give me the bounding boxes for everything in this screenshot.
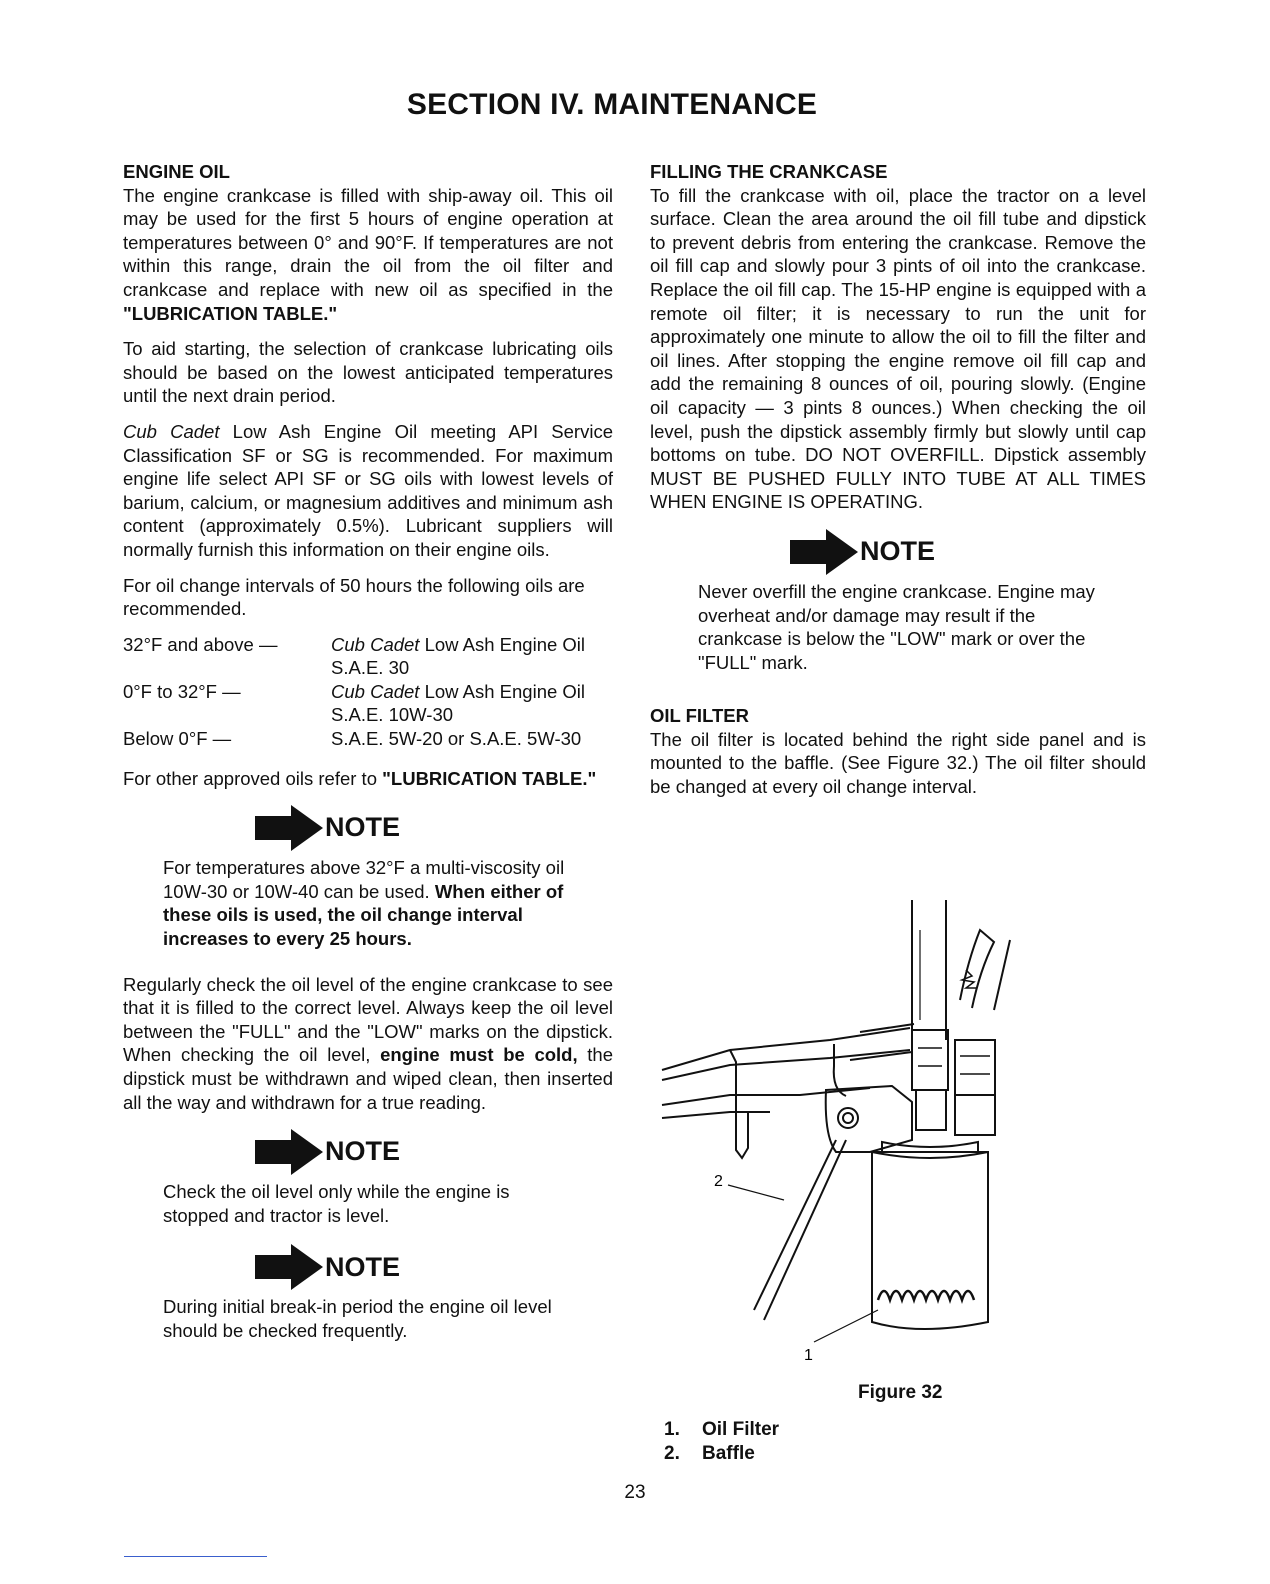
oil-grade: S.A.E. 10W-30 xyxy=(331,704,454,726)
oil-type: Low Ash Engine Oil xyxy=(419,680,586,702)
engine-oil-text: The engine crankcase is filled with ship-away oil. This oil may be used for the first 5 hours of engine operation at temperatures between 0° and 90°F. If temperatures are not within this range, drain the oil from the oil filter and crankcase and replace with new oil as specified in the xyxy=(123,184,613,300)
page-title: SECTION IV. MAINTENANCE xyxy=(406,88,818,121)
oil-temp: 32°F and above — xyxy=(123,633,278,655)
note-text: During initial break-in period the engine oil level should be checked frequently. xyxy=(163,1296,552,1341)
filling-paragraph: To fill the crankcase with oil, place the tractor on a level surface. Clean the area around the oil fill tube and dipstick to prevent debris from entering the crankcase. Remove the oil fill cap and slowly pour 3 pints of oil into the crankcase. Replace the oil fill cap. The 15-HP engine is equipped with a remote oil filter; it is necessary to run the unit for approximately one minute to allow the oil to fill the filter and oil lines. After stopping the engine remove oil fill cap and add the remaining 8 ounces of oil, pouring slowly. (Engine oil capacity — 3 pints 8 ounces.) When checking the oil level, push the dipstick assembly firmly but slowly until cap bottoms on tube. DO NOT OVERFILL. Dipstick assembly MUST BE PUSHED FULLY INTO TUBE AT ALL TIMES WHEN ENGINE IS OPERATING. xyxy=(650,184,1146,513)
note-overfill xyxy=(698,526,1118,674)
note-label: NOTE xyxy=(325,1136,401,1167)
note-header xyxy=(255,1241,573,1293)
brand-name: Cub Cadet xyxy=(123,420,220,442)
note-check-level xyxy=(163,1126,573,1227)
oil-filter xyxy=(872,1152,988,1329)
check-level-paragraph xyxy=(123,973,613,1115)
note-multi-viscosity xyxy=(163,802,573,950)
legend-item xyxy=(664,1442,779,1466)
note-body: For temperatures above 32°F a multi-viscosity oil 10W-30 or 10W-40 can be used. xyxy=(163,857,565,902)
engine-oil-heading: ENGINE OIL xyxy=(123,161,230,182)
oil-brand: Cub Cadet xyxy=(331,633,420,655)
figure-caption: Figure 32 xyxy=(858,1382,943,1403)
cub-cadet-text: Low Ash Engine Oil meeting API Service Classification SF or SG is recommended. For maximum engine life select API SF or SG oils with lowest levels of barium, calcium, or magnesium additives and minimum ash content (approximately 0.5%). Lubricant suppliers will normally furnish this information on their engine oils. xyxy=(123,420,613,560)
note-text xyxy=(163,856,573,950)
oil-spec xyxy=(331,680,613,704)
check-level-text-end: the dipstick must be withdrawn and wiped clean, then inserted all the way and withdrawn for a true reading. xyxy=(123,1044,614,1113)
oil-spec xyxy=(331,633,613,657)
note-text: Check the oil level only while the engine is stopped and tractor is level. xyxy=(163,1181,510,1226)
oil-temp: 0°F to 32°F — xyxy=(123,680,241,702)
arrow-right-icon xyxy=(255,1244,323,1290)
page-number: 23 xyxy=(624,1482,646,1503)
cub-cadet-paragraph xyxy=(123,420,613,562)
callout-1: 1 xyxy=(804,1347,813,1364)
bolt xyxy=(838,1108,858,1128)
other-oils-text: For other approved oils refer to xyxy=(123,767,383,789)
legend-label: Oil Filter xyxy=(702,1419,780,1440)
lubrication-table-ref: "LUBRICATION TABLE." xyxy=(123,302,338,324)
lubrication-table-ref: "LUBRICATION TABLE." xyxy=(382,767,597,789)
legend-item xyxy=(664,1418,779,1442)
note-header xyxy=(790,526,1118,578)
hose-line xyxy=(960,930,994,1008)
note-emphasis: When either of these oils is used, the oil change interval increases to every 25 hours. xyxy=(163,880,564,950)
engine-oil-paragraph xyxy=(123,184,613,326)
legend-number: 2. xyxy=(664,1443,680,1464)
oil-type: Low Ash Engine Oil xyxy=(419,633,586,655)
left-column xyxy=(123,160,613,1357)
starting-paragraph: To aid starting, the selection of crankcase lubricating oils should be based on the lowest anticipated temperatures until the next drain period. xyxy=(123,338,613,407)
rod-line xyxy=(754,1140,836,1310)
baffle-line xyxy=(662,1028,910,1070)
engine-cold-emphasis: engine must be cold, xyxy=(380,1044,578,1066)
legend-number: 1. xyxy=(664,1419,680,1440)
oil-recommendation-table xyxy=(123,633,613,751)
oil-grade: S.A.E. 30 xyxy=(331,657,410,679)
note-label: NOTE xyxy=(860,536,936,567)
filling-crankcase-heading: FILLING THE CRANKCASE xyxy=(650,161,888,182)
oil-brand: Cub Cadet xyxy=(331,680,420,702)
oil-filter-illustration xyxy=(650,890,1050,1364)
arrow-right-icon xyxy=(255,1129,323,1175)
intervals-paragraph: For oil change intervals of 50 hours the following oils are recommended. xyxy=(123,574,585,620)
right-column xyxy=(650,160,1146,811)
note-header xyxy=(255,802,573,854)
callout-2: 2 xyxy=(714,1173,723,1190)
check-level-text: Regularly check the oil level of the engine crankcase to see that it is filled to the correct level. Always keep the oil level between the "FULL" and the "LOW" marks on the dipstick. When checking the oil level, xyxy=(123,973,613,1066)
note-label: NOTE xyxy=(325,1251,401,1282)
other-oils-paragraph xyxy=(123,767,613,791)
footer-divider xyxy=(124,1556,267,1557)
note-text: Never overfill the engine crankcase. Engine may overheat and/or damage may result if the crankcase is below the "LOW" mark or over the "FULL" mark. xyxy=(698,580,1095,673)
figure-legend xyxy=(664,1418,779,1466)
legend-label: Baffle xyxy=(702,1443,755,1464)
oil-filter-heading: OIL FILTER xyxy=(650,705,750,727)
note-header xyxy=(255,1126,573,1178)
arrow-right-icon xyxy=(790,529,858,575)
oil-filter-paragraph: The oil filter is located behind the right side panel and is mounted to the baffle. (See Figure 32.) The oil filter should be changed at every oil change interval. xyxy=(650,728,1146,798)
note-label: NOTE xyxy=(325,812,401,843)
arrow-right-icon xyxy=(255,805,323,851)
oil-temp: Below 0°F — xyxy=(123,728,232,750)
oil-spec: S.A.E. 5W-20 or S.A.E. 5W-30 xyxy=(331,728,582,750)
note-break-in xyxy=(163,1241,573,1342)
